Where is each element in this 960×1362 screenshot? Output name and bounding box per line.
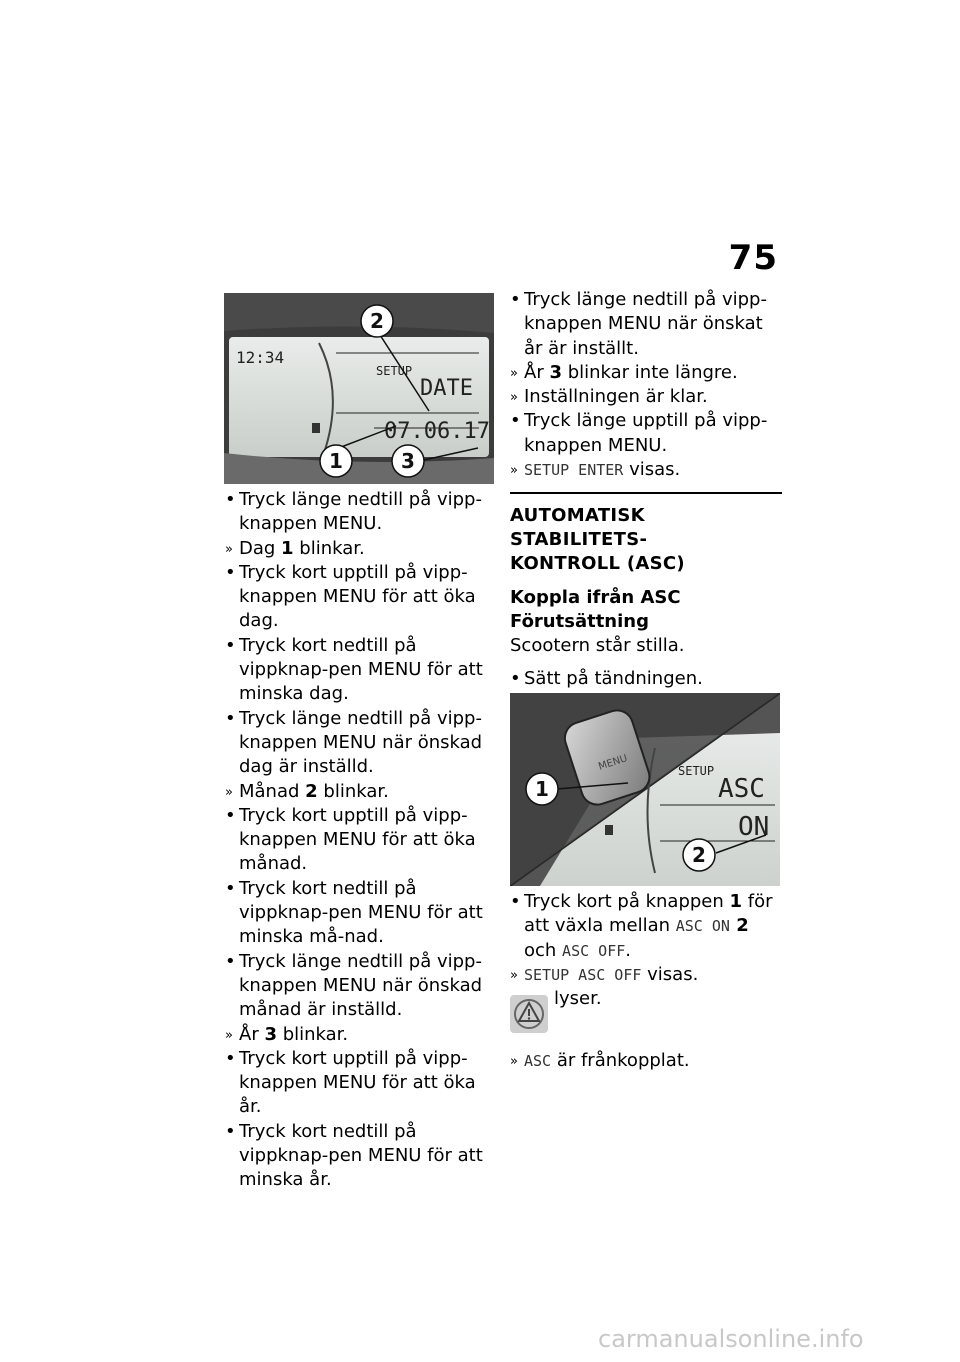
item-text: Tryck kort nedtill på vippknap-pen MENU för att minska år.: [239, 1120, 483, 1191]
item-text: År: [524, 361, 550, 383]
svg-text:1: 1: [535, 777, 549, 801]
bullet-marker: •: [225, 1047, 236, 1069]
item-text: .: [625, 939, 631, 961]
list-item: [225, 707, 495, 780]
precondition-text: Scootern står stilla.: [510, 635, 685, 657]
display-text: SETUP ENTER: [524, 461, 624, 480]
callout-2: [361, 305, 393, 337]
lcd-value: ON: [738, 812, 770, 842]
list-item: [225, 877, 495, 950]
item-ref: 1: [281, 537, 294, 559]
callout-1: [320, 445, 352, 477]
list-item: [510, 361, 782, 385]
display-text: ASC OFF: [562, 941, 626, 960]
display-text: ASC ON: [675, 917, 730, 936]
list-item: [510, 1049, 782, 1073]
item-text: Tryck länge nedtill på vipp-knappen MENU när önskat år är inställt.: [524, 289, 767, 359]
item-text: Tryck länge upptill på vipp-knappen MENU.: [524, 410, 768, 456]
right-text-column: [510, 288, 782, 742]
item-text: blinkar inte längre.: [561, 361, 738, 383]
item-text: Inställningen är klar.: [524, 386, 708, 408]
list-item: [225, 634, 495, 707]
bullet-marker: •: [225, 1120, 236, 1142]
precondition-label: Förutsättning: [510, 611, 649, 633]
section-divider: [510, 492, 782, 576]
display-text: ASC: [524, 1052, 552, 1071]
item-text: för att växla mellan: [524, 891, 773, 937]
section-title-line: AUTOMATISK STABILITETS-: [510, 505, 648, 551]
result-marker: »: [225, 784, 233, 800]
result-marker: »: [510, 967, 518, 983]
menu-button-label: MENU: [597, 753, 629, 773]
item-text: blinkar.: [276, 1023, 349, 1045]
list-item: [510, 667, 782, 691]
instrument-cluster-date-figure: [224, 293, 494, 484]
list-item: [225, 780, 495, 804]
bullet-marker: •: [225, 634, 236, 656]
item-text: Dag: [239, 537, 282, 559]
callout-2: [683, 839, 715, 871]
item-text: Tryck kort på knappen: [524, 891, 730, 912]
list-item: [510, 288, 782, 361]
item-text: och: [524, 939, 563, 961]
list-item: [225, 488, 495, 537]
lcd-item-label: DATE: [420, 376, 473, 401]
item-text: Tryck kort upptill på vipp-knappen MENU för att öka månad.: [239, 804, 476, 875]
lcd-date-value: 07.06.17: [384, 419, 490, 444]
list-item: [510, 963, 782, 987]
warning-lamp-row: [510, 987, 782, 1049]
list-item: [510, 385, 782, 409]
list-item: [225, 804, 495, 877]
lcd-setup-label: SETUP: [678, 764, 715, 778]
item-ref: 2: [729, 915, 749, 937]
item-text: Tryck kort upptill på vipp-knappen MENU för att öka dag.: [239, 561, 476, 632]
callout-3: [392, 445, 424, 477]
item-ref: 3: [264, 1023, 277, 1045]
bullet-marker: •: [510, 891, 521, 912]
item-text: Tryck kort upptill på vipp-knappen MENU för att öka år.: [239, 1047, 476, 1118]
result-marker: »: [225, 541, 233, 557]
lcd-item-label: ASC: [718, 774, 765, 804]
item-text: Tryck länge nedtill på vipp-knappen MENU när önskad månad är inställd.: [239, 950, 483, 1021]
svg-text:3: 3: [401, 449, 415, 473]
svg-text:2: 2: [370, 309, 384, 333]
watermark: carmanualsonline.info: [598, 1325, 864, 1353]
bullet-marker: •: [225, 804, 236, 826]
item-text: Tryck kort nedtill på vippknap-pen MENU för att minska må-nad.: [239, 877, 483, 948]
lcd-clock: 12:34: [236, 348, 285, 367]
bullet-marker: •: [225, 561, 236, 583]
list-item: [225, 537, 495, 561]
bullet-marker: •: [510, 289, 521, 310]
left-text-column: [225, 488, 495, 1193]
result-marker: »: [510, 1054, 518, 1070]
list-item: [225, 1023, 495, 1047]
instrument-cluster-asc-figure: [510, 693, 780, 886]
item-text: År: [239, 1023, 265, 1045]
display-text: SETUP ASC OFF: [524, 965, 642, 984]
item-text: visas.: [641, 963, 699, 985]
item-text: Månad: [239, 780, 306, 802]
asc-warning-lamp-icon: [510, 995, 548, 1033]
result-marker: »: [225, 1027, 233, 1043]
item-text: blinkar.: [317, 780, 389, 802]
result-marker: »: [510, 365, 518, 381]
item-text: visas.: [623, 459, 681, 481]
list-item: [510, 409, 782, 458]
result-marker: »: [510, 390, 518, 406]
bullet-marker: •: [510, 410, 521, 432]
section-title-line: KONTROLL (ASC): [510, 553, 685, 575]
item-text: Sätt på tändningen.: [524, 667, 703, 689]
bullet-marker: •: [510, 667, 521, 689]
list-item: [225, 561, 495, 634]
svg-text:2: 2: [692, 843, 706, 867]
bullet-marker: •: [225, 950, 236, 972]
bullet-marker: •: [225, 489, 236, 510]
item-ref: 1: [729, 891, 743, 912]
item-ref: 3: [549, 361, 562, 383]
item-text: blinkar.: [293, 537, 365, 559]
item-text: Tryck länge nedtill på vipp-knappen MENU när önskad dag är inställd.: [239, 707, 483, 778]
callout-1: [526, 773, 558, 805]
page-number: 75: [728, 238, 778, 278]
list-item: [510, 458, 782, 482]
item-text: Tryck kort nedtill på vippknap-pen MENU för att minska dag.: [239, 634, 483, 705]
lcd-setup-label: SETUP: [376, 364, 413, 378]
section-title: [510, 504, 782, 576]
subheading: Koppla ifrån ASC: [510, 587, 681, 609]
list-item: [225, 1120, 495, 1193]
item-text: Tryck länge nedtill på vipp-knappen MENU.: [239, 489, 482, 535]
svg-text:1: 1: [329, 449, 343, 473]
list-item: [510, 890, 782, 963]
item-text: är frånkopplat.: [551, 1050, 690, 1072]
list-item: [225, 950, 495, 1023]
right-text-column-bottom: [510, 890, 782, 1073]
item-text: lyser.: [554, 988, 602, 1010]
bullet-marker: •: [225, 877, 236, 899]
item-ref: 2: [305, 780, 318, 802]
list-item: [225, 1047, 495, 1120]
result-marker: »: [510, 463, 518, 479]
bullet-marker: •: [225, 707, 236, 729]
